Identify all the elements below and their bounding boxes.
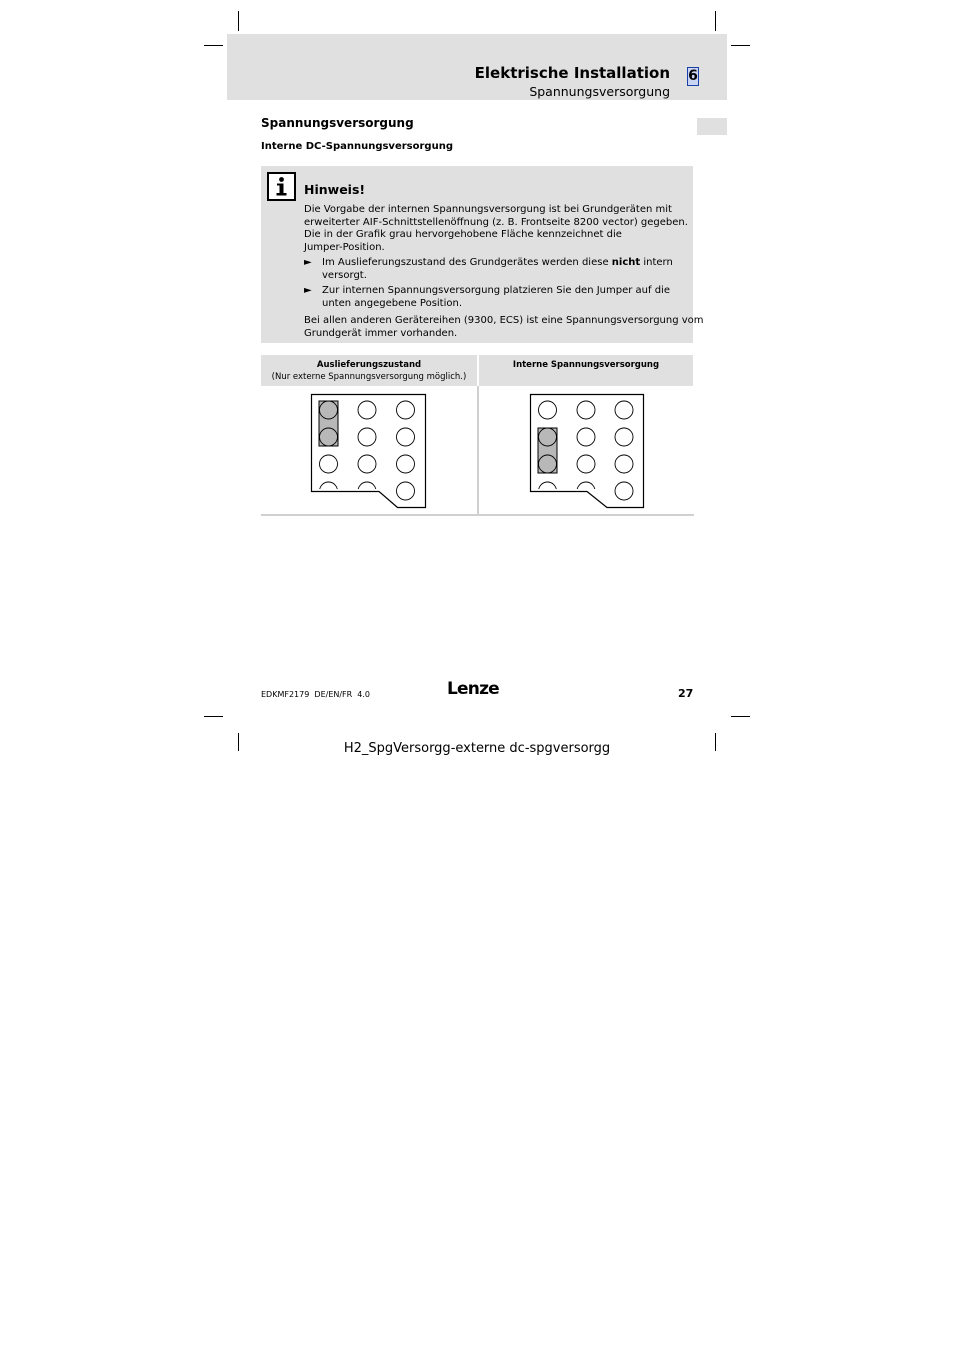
jumper-diagram-delivery xyxy=(310,393,427,509)
pin xyxy=(358,455,376,473)
crop-mark xyxy=(238,11,239,31)
note-line xyxy=(322,257,673,270)
pin xyxy=(397,482,415,500)
crop-mark xyxy=(204,45,223,46)
crop-mark xyxy=(715,11,716,31)
table-bottom-rule xyxy=(261,514,694,516)
bullet-emphasis: nicht xyxy=(611,257,641,268)
info-icon xyxy=(267,172,296,201)
side-tab xyxy=(697,118,727,135)
page-number: 27 xyxy=(678,687,694,700)
pin xyxy=(358,401,376,419)
note-line: Bei allen anderen Gerätereihen (9300, ECS) ist eine Spannungsversorgung vom xyxy=(304,315,704,326)
pin xyxy=(320,401,338,419)
pin xyxy=(615,482,633,500)
pin xyxy=(539,428,557,446)
table-header-subtitle: (Nur externe Spannungsversorgung möglich.) xyxy=(271,372,467,382)
bullet-arrow-icon: ► xyxy=(304,257,312,268)
bullet-text: Im Auslieferungszustand des Grundgerätes werden diese xyxy=(322,257,612,268)
chapter-title: Elektrische Installation xyxy=(474,64,670,82)
note-line: Die Vorgabe der internen Spannungsversorgung ist bei Grundgeräten mit xyxy=(304,204,672,215)
pin xyxy=(320,455,338,473)
chapter-subtitle: Spannungsversorgung xyxy=(529,84,670,99)
note-bullet-1 xyxy=(322,257,673,282)
pin xyxy=(397,401,415,419)
note-title: Hinweis! xyxy=(304,182,366,197)
pin xyxy=(397,428,415,446)
table-header-title: Auslieferungszustand xyxy=(316,360,422,370)
table-header-title: Interne Spannungsversorgung xyxy=(512,360,660,370)
note-line: erweiterter AIF-Schnittstellenöffnung (z. B. Frontseite 8200 vector) gegeben. xyxy=(304,216,688,228)
pin xyxy=(615,455,633,473)
pin xyxy=(615,401,633,419)
chapter-number-badge[interactable]: 6 xyxy=(688,68,698,84)
note-line: Jumper-Position. xyxy=(304,241,385,253)
pin xyxy=(577,401,595,419)
crop-mark xyxy=(731,45,750,46)
crop-mark xyxy=(731,716,750,717)
pin xyxy=(615,428,633,446)
bullet-text: intern xyxy=(640,257,673,268)
note-bullet-2 xyxy=(322,285,670,310)
crop-mark xyxy=(204,716,223,717)
note-paragraph-2 xyxy=(304,315,704,340)
section-heading: Spannungsversorgung xyxy=(261,116,414,130)
bullet-arrow-icon: ► xyxy=(304,285,312,296)
pin xyxy=(577,455,595,473)
note-line: Grundgerät immer vorhanden. xyxy=(304,327,458,339)
table-header-internal xyxy=(479,355,693,386)
pin xyxy=(539,401,557,419)
page-caption: H2_SpgVersorgg-externe dc-spgversorgg xyxy=(343,741,611,756)
pin xyxy=(397,455,415,473)
footer-doc-code: EDKMF2179 DE/EN/FR 4.0 xyxy=(261,690,371,699)
info-icon-glyph xyxy=(269,174,294,199)
lenze-logo: Lenze xyxy=(447,679,499,699)
note-line: versorgt. xyxy=(322,269,367,281)
note-line: Die in der Grafik grau hervorgehobene Fläche kennzeichnet die xyxy=(304,229,622,241)
note-paragraph-1 xyxy=(304,204,688,254)
pin xyxy=(358,428,376,446)
table-header-delivery xyxy=(261,355,477,386)
table-column-divider xyxy=(477,386,479,515)
note-line: unten angegebene Position. xyxy=(322,297,463,309)
note-line: Zur internen Spannungsversorgung platzieren Sie den Jumper auf die xyxy=(322,285,670,296)
pin xyxy=(539,455,557,473)
jumper-diagram-internal xyxy=(529,393,646,509)
pin xyxy=(577,428,595,446)
section-subheading: Interne DC-Spannungsversorgung xyxy=(261,141,453,152)
pin xyxy=(320,428,338,446)
